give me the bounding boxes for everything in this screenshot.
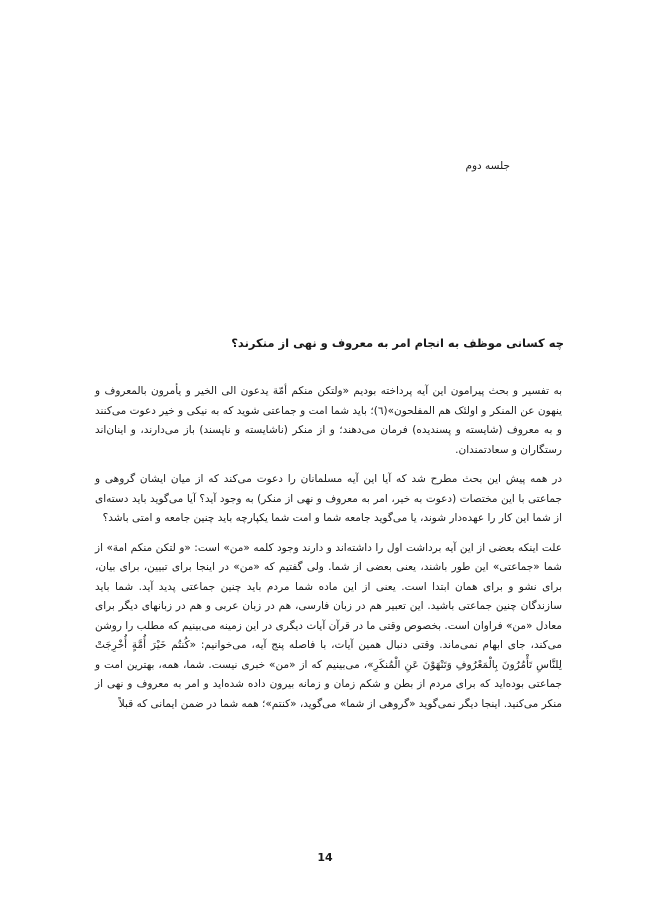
- session-title: جلسه دوم: [465, 160, 510, 172]
- section-heading: چه کسانی موظف به انجام امر به معروف و نهی از منکرند؟: [231, 336, 564, 350]
- body-text: [95, 382, 562, 724]
- page-number: 14: [317, 851, 333, 864]
- paragraph: به تفسیر و بحث پیرامون این آیه پرداخته بودیم «ولتکن منکم أمّة یدعون الی الخیر و یأمرون بالمعروف و ینهون عن المنکر و اولئک هم المفلحون»(٦)؛ باید شما امت و جماعتی شوید که به نیکی و خیر دعوت می‌کنند و به معروف (شایسته و پسندیده) فرمان می‌دهند؛ و از منکر (ناشایسته و ناپسند) باز می‌دارند، و اینان‌اند رستگاران و سعادتمندان.: [95, 385, 562, 456]
- paragraph: علت اینکه بعضی از این آیه برداشت اول را داشته‌اند و دارند وجود کلمه «من» است: «و لتکن منکم امة» از شما «جماعتی» این طور باشند، یعنی بعضی از شما. ولی گفتیم که «من» در اینجا برای تبیین، برای بیان، برای نشو و برای همان ابتدا است. یعنی از این ماده شما مردم باید چنین جماعتی پدید آید. شما باید سازندگان چنین جماعتی باشید. این تعبیر هم در زبان فارسی، هم در زبان عربی و هم در زبانهای دیگر برای معادل «من» فراوان است. بخصوص وقتی ما در قرآن آیات دیگری در این زمینه می‌بینیم که مطلب را روشن می‌کند، جای ابهام نمی‌ماند. وقتی دنبال همین آیات، با فاصله پنج آیه، می‌خوانیم: «کُنتُم خَیْرَ أُمَّةٍ أُخْرِجَتْ لِلنَّاسِ تَأْمُرُونَ بِالْمَعْرُوفِ وَتَنْهَوْنَ عَنِ الْمُنکَرِ»، می‌بینیم که از «من» خبری نیست. شما، همه، بهترین امت و جماعتی بوده‌اید که برای مردم از بطن و شکم زمان و زمانه بیرون داده شده‌اید و امر به معروف و نهی از منکر می‌کنید. اینجا دیگر نمی‌گوید «گروهی از شما» می‌گوید، «کنتم»؛ همه شما در ضمن ایمانی که قبلاً: [95, 541, 562, 710]
- paragraph: در همه پیش این بحث مطرح شد که آیا این آیه مسلمانان را دعوت می‌کند که از میان ایشان گروهی و جماعتی با این مختصات (دعوت به خیر، امر به معروف و نهی از منکر) به وجود آید؟ آیا می‌گوید باید دسته‌ای از شما این کار را عهده‌دار شوند، یا می‌گوید جامعه شما و امت شما یکپارچه باید چنین جامعه و امتی باشد؟: [95, 473, 562, 524]
